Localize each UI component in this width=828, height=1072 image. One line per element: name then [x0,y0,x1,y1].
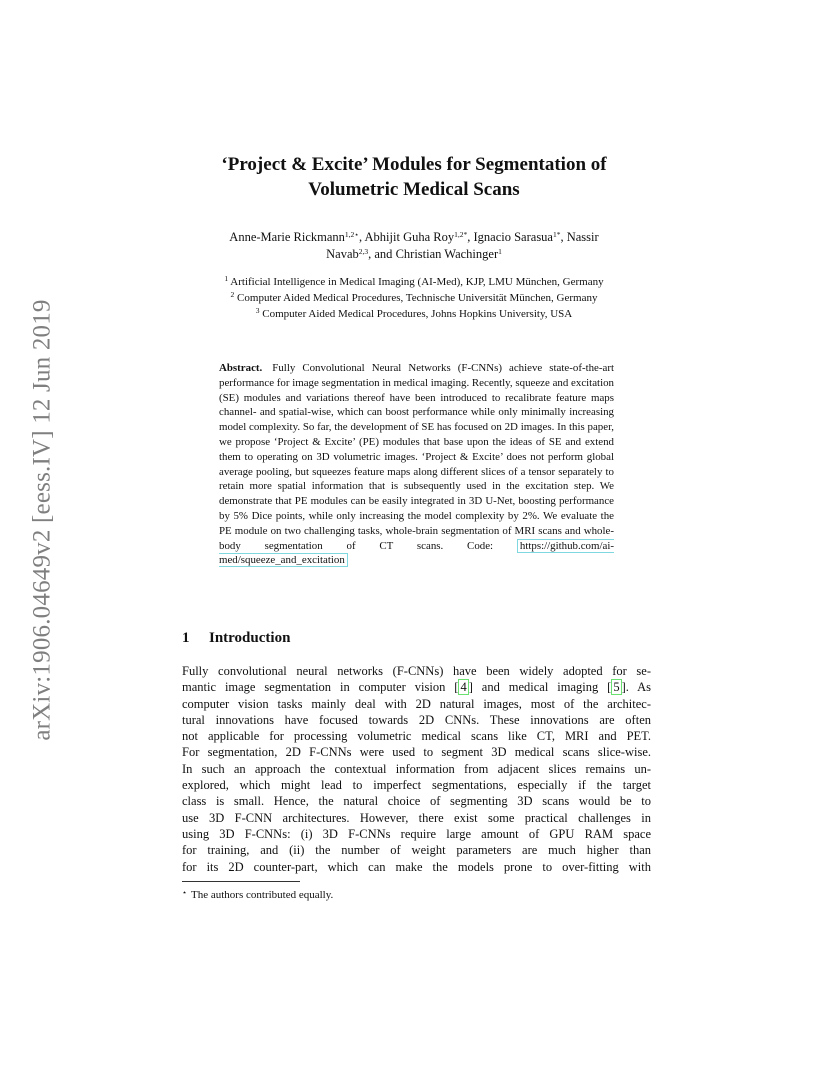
author-affiliation-mark: 1* [552,230,561,239]
author-name: Christian Wachinger [395,247,499,261]
section-heading [182,628,290,648]
author-affiliation-mark: 1 [498,247,502,256]
author-name: Abhijit Guha Roy [364,230,455,244]
text-fragment: . As [625,680,651,695]
affiliation [160,306,668,322]
author-affiliation-mark: 1,2* [454,230,468,239]
author-affiliation-mark: 1,2⋆ [344,230,359,239]
citation-link[interactable]: 4 [460,680,467,695]
author-affiliation-mark: 2,3 [358,247,369,256]
affiliation-number: 1 [224,274,229,283]
footnote [182,885,333,903]
text-fragment: and medical imaging [481,680,599,695]
footnote-text: The authors contributed equally. [191,889,334,901]
text-line: for training, and (ii) the number of weight parameters are much higher than [182,843,651,858]
affiliation-text: Computer Aided Medical Procedures, Technische Universität München, Germany [237,292,598,304]
author-name: Navab [326,247,359,261]
text-line: class is small. Hence, the natural choice of segmenting 3D scans would be to [182,794,651,809]
title-line-1: ‘Project & Excite’ Modules for Segmentation of [221,154,607,175]
author-name: Ignacio Sarasua [473,230,553,244]
paper-title [160,152,668,202]
text-line: tural innovations have focused towards 2D CNNs. These innovations are often [182,712,651,727]
affiliation-text: Artificial Intelligence in Medical Imaging (AI-Med), KJP, LMU München, Germany [230,276,604,288]
text-line: not applicable for processing volumetric medical scans like CT, MRI and PET. [182,729,651,744]
abstract [219,361,614,568]
author-separator: , [358,230,365,244]
text-line: In such an approach the contextual information from adjacent slices remains un- [182,761,651,776]
affiliation [160,290,668,306]
author-separator: , Nassir [560,230,599,244]
text-line: mantic image segmentation in computer vision [ 4 ] and medical imaging [ 5 ]. As [182,680,651,695]
section-title: Introduction [209,630,291,646]
text-line: use 3D F-CNN architectures. However, there exist some practical challenges in [182,810,651,825]
citation-link[interactable]: 5 [613,680,620,695]
arxiv-identifier: arXiv:1906.04649v2 [eess.IV] 12 Jun 2019 [29,299,56,741]
code-link[interactable]: https://github.com/ai-med/squeeze_and_excitation [219,539,614,567]
text-line: using 3D F-CNNs: (i) 3D F-CNNs require large amount of GPU RAM space [182,826,651,841]
abstract-text: Fully Convolutional Neural Networks (F-CNNs) achieve state-of-the-art performance for image segmentation in medical imaging. Recently, squeeze and excitation (SE) modules and variations thereof have been introduced to recalibrate feature maps channel- and spatial-wise, which can boost performance while only minimally increasing model complexity. So far, the development of SE has focused on 2D images. In this paper, we propose ‘Project & Excite’ (PE) modules that base upon the ideas of SE and extend them to operating on 3D volumetric images. ‘Project & Excite’ does not perform global average pooling, but squeezes feature maps along different slices of a tensor separately to retain more spatial information that is subsequently used in the excitation step. We demonstrate that PE modules can be easily integrated in 3D U-Net, boosting performance by 5% Dice points, while only increasing the model complexity by 2%. We evaluate the PE module on two challenging tasks, whole-brain segmentation of MRI scans and whole-body segmentation of CT scans. Code: [219,362,614,552]
author-separator: , [467,230,474,244]
affiliation-list [160,274,668,322]
affiliation-text: Computer Aided Medical Procedures, Johns Hopkins University, USA [262,308,573,320]
intro-paragraph [182,663,651,875]
author-list [170,229,658,263]
text-line: for its 2D counter-part, which can make the models prone to over-fitting with [182,859,651,874]
text-line: Fully convolutional neural networks (F-CNNs) have been widely adopted for se- [182,664,651,678]
footnote-rule [182,881,300,882]
footnote-mark: ⋆ [182,888,188,897]
text-line: computer vision tasks mainly deal with 2D natural images, most of the architec- [182,696,651,711]
title-line-2: Volumetric Medical Scans [308,179,520,200]
author-name: Anne-Marie Rickmann [229,230,345,244]
affiliation-number: 2 [230,290,235,299]
affiliation [160,274,668,290]
text-line: explored, which might lead to imperfect segmentations, especially if the target [182,778,651,793]
section-number: 1 [182,630,190,646]
arxiv-side-stamp [18,290,68,750]
text-fragment: mantic image segmentation in computer vision [182,680,446,695]
affiliation-number: 3 [255,306,260,315]
abstract-label: Abstract. [219,362,263,374]
text-line: For segmentation, 2D F-CNNs were used to segment 3D medical scans slice-wise. [182,745,651,760]
author-separator: , and [368,247,396,261]
